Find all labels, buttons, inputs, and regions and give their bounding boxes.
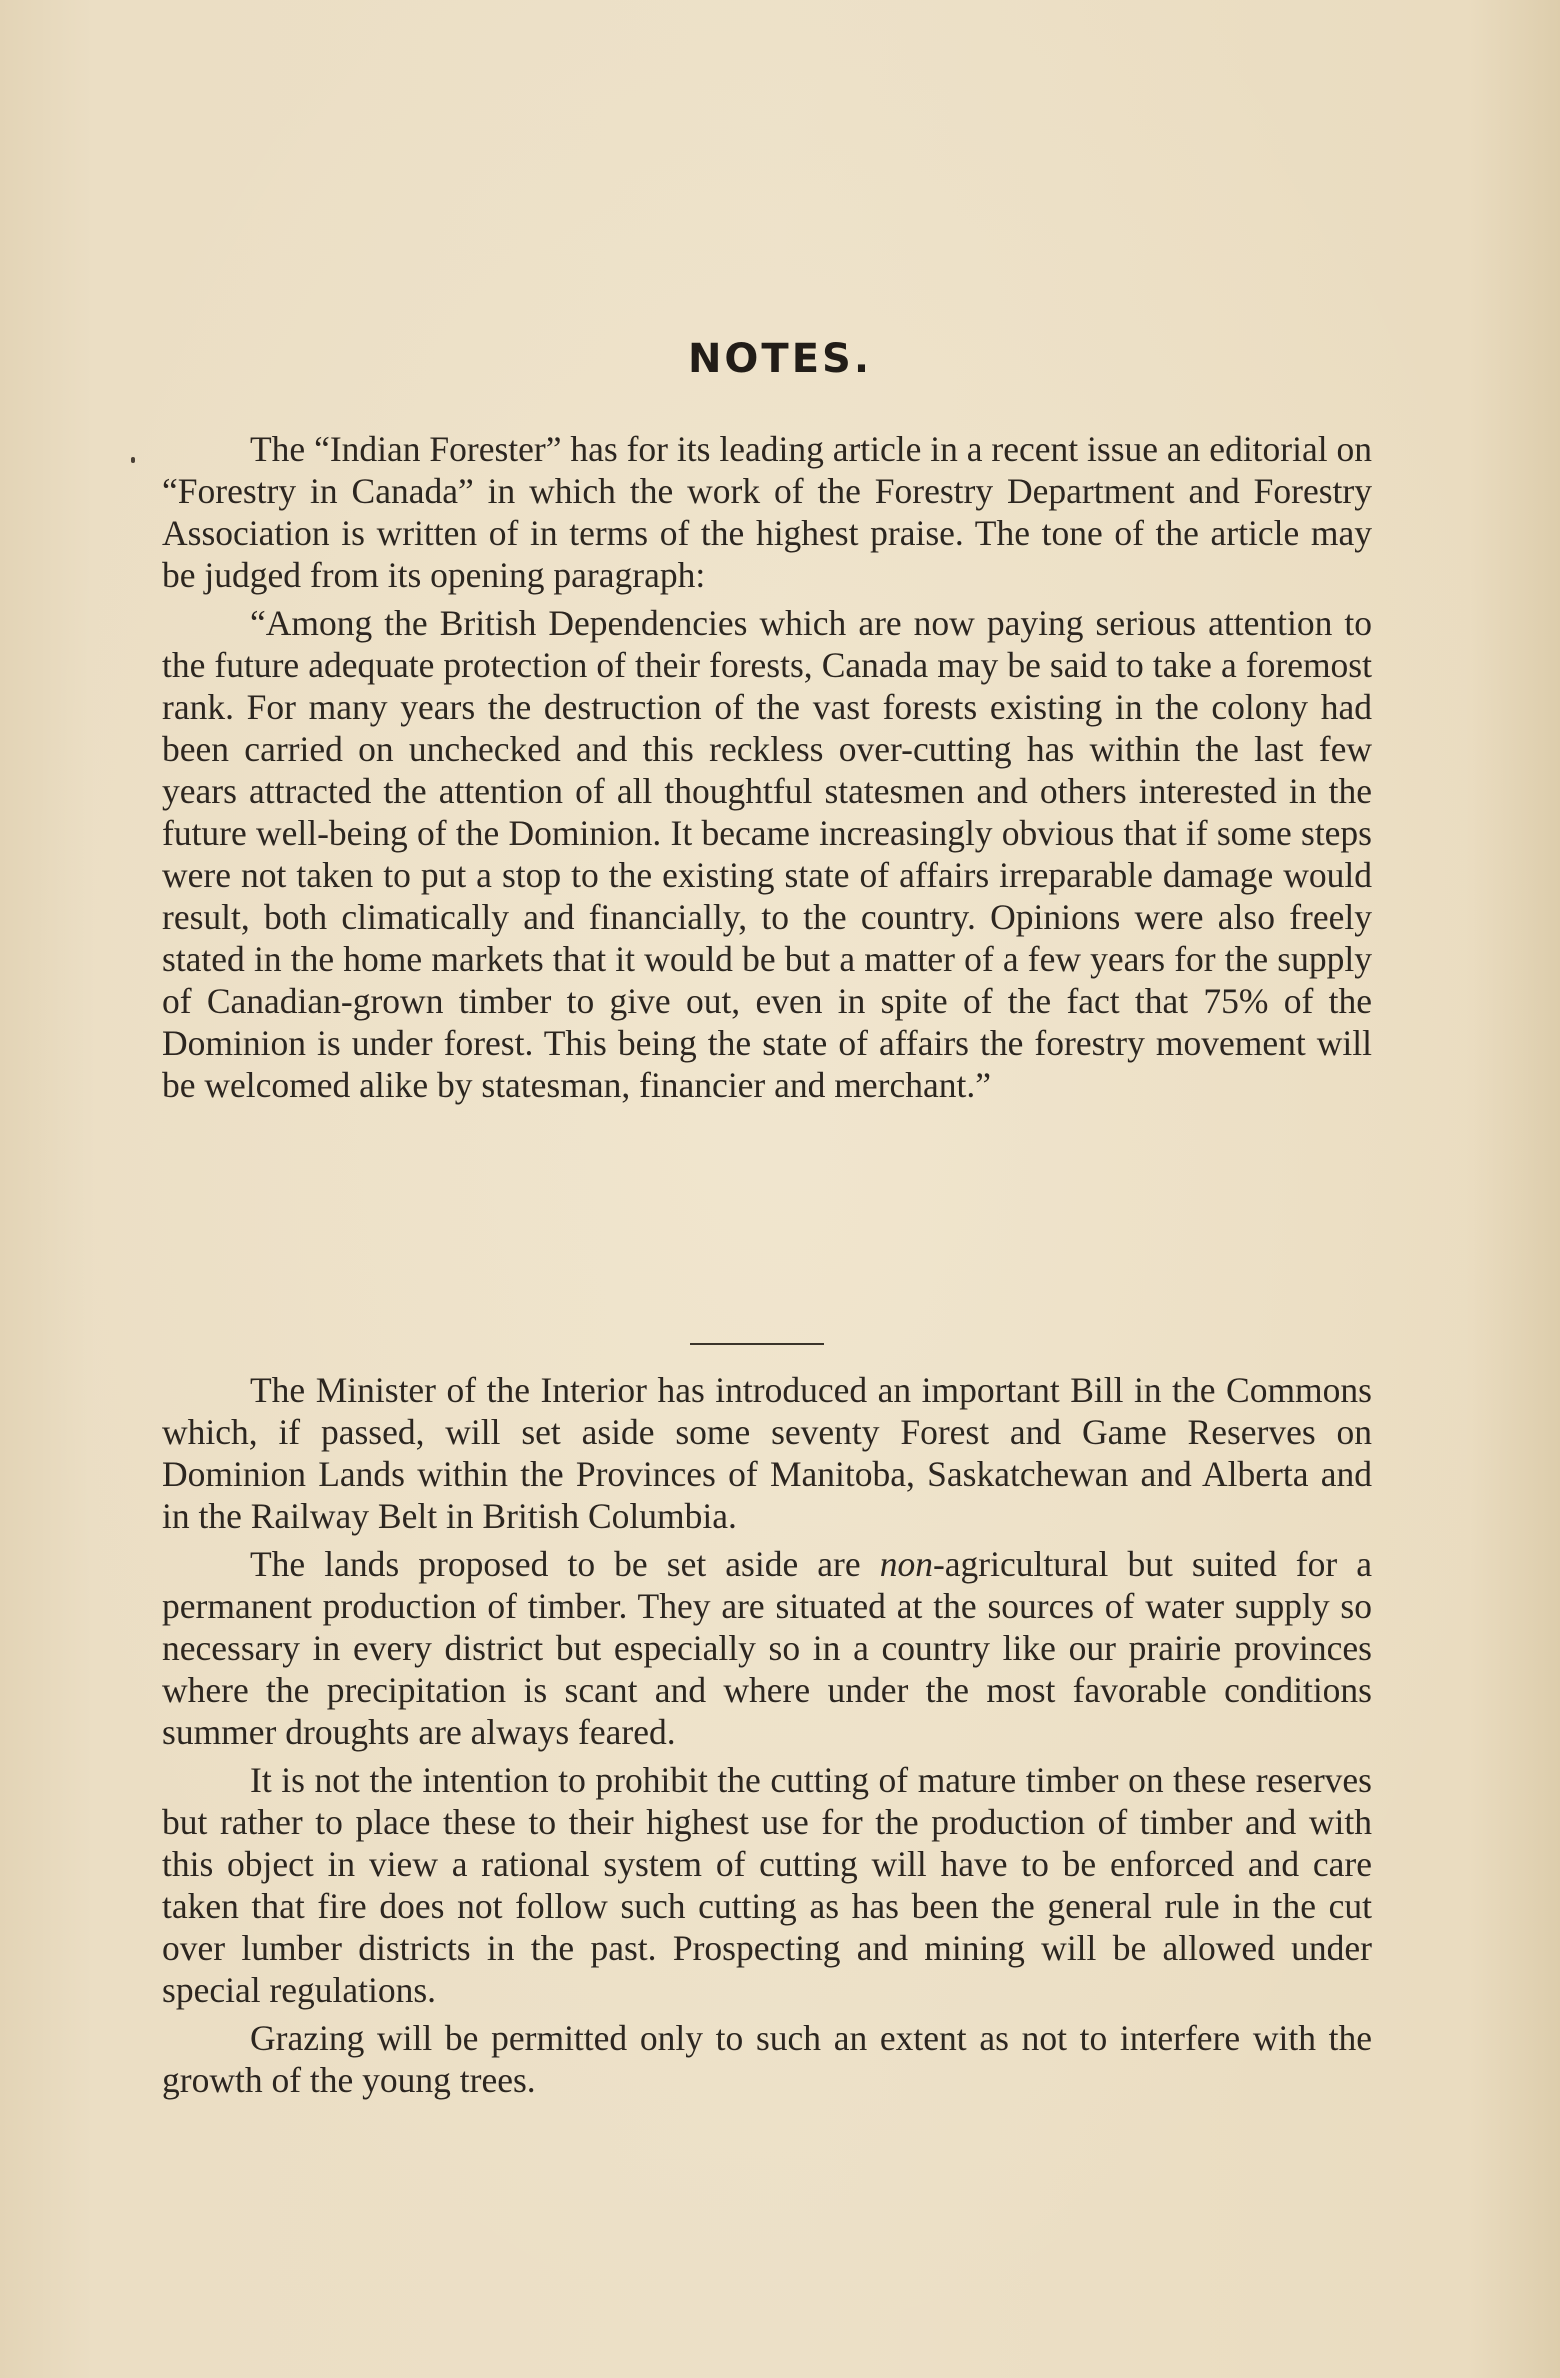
notes-section-forest-reserves xyxy=(162,1369,1372,2101)
grazing-paragraph: Grazing will be permitted only to such an extent as not to interfere with the growth of the young trees. xyxy=(162,2018,1372,2100)
bill-paragraph: The Minister of the Interior has introduced an important Bill in the Commons which, if passed, will set aside some seventy Forest and Game Reserves on Dominion Lands within the Provinces of Manitoba, Saskatchewan and Alberta and in the Railway Belt in British Columbia. xyxy=(162,1370,1372,1536)
notes-section-indian-forester xyxy=(162,428,1372,1106)
lands-text-end: -agricultural but suited for a permanent production of timber. They are situated at the sources of water supply so necessary in every district but especially so in a country like our prairie provinces where the precipitation is scant and where under the most favorable conditions summer droughts are always feared. xyxy=(162,1544,1372,1752)
quoted-paragraph: “Among the British Dependencies which are now paying serious attention to the future adequate protection of their forests, Canada may be said to take a foremost rank. For many years the destruction of the vast forests existing in the colony had been carried on unchecked and this reckless over-cutting has within the last few years attracted the attention of all thoughtful statesmen and others interested in the future well-being of the Dominion. It became increasingly obvious that if some steps were not taken to put a stop to the existing state of affairs irreparable damage would result, both climatically and financially, to the country. Opinions were also freely stated in the home markets that it would be but a matter of a few years for the supply of Canadian-grown timber to give out, even in spite of the fact that 75% of the Dominion is under forest. This being the state of affairs the forestry movement will be welcomed alike by statesman, financier and merchant.” xyxy=(162,603,1372,1105)
lands-emphasis: non xyxy=(879,1544,933,1584)
section-divider xyxy=(690,1343,824,1345)
cutting-paragraph: It is not the intention to prohibit the cutting of mature timber on these reserves but rather to place these to their highest use for the production of timber and with this object in view a rational system of cutting will have to be enforced and care taken that fire does not follow such cutting as has been the general rule in the cut over lumber districts in the past. Prospecting and mining will be allowed under special regulations. xyxy=(162,1760,1372,2010)
lands-text-start: The lands proposed to be set aside are xyxy=(250,1544,880,1584)
ink-speck xyxy=(131,457,135,463)
lands-paragraph xyxy=(162,1543,1372,1753)
page-heading: NOTES. xyxy=(687,336,873,382)
intro-paragraph: The “Indian Forester” has for its leading article in a recent issue an editorial on “Forestry in Canada” in which the work of the Forestry Department and Forestry Association is written of in terms of the highest praise. The tone of the article may be judged from its opening paragraph: xyxy=(162,429,1372,595)
